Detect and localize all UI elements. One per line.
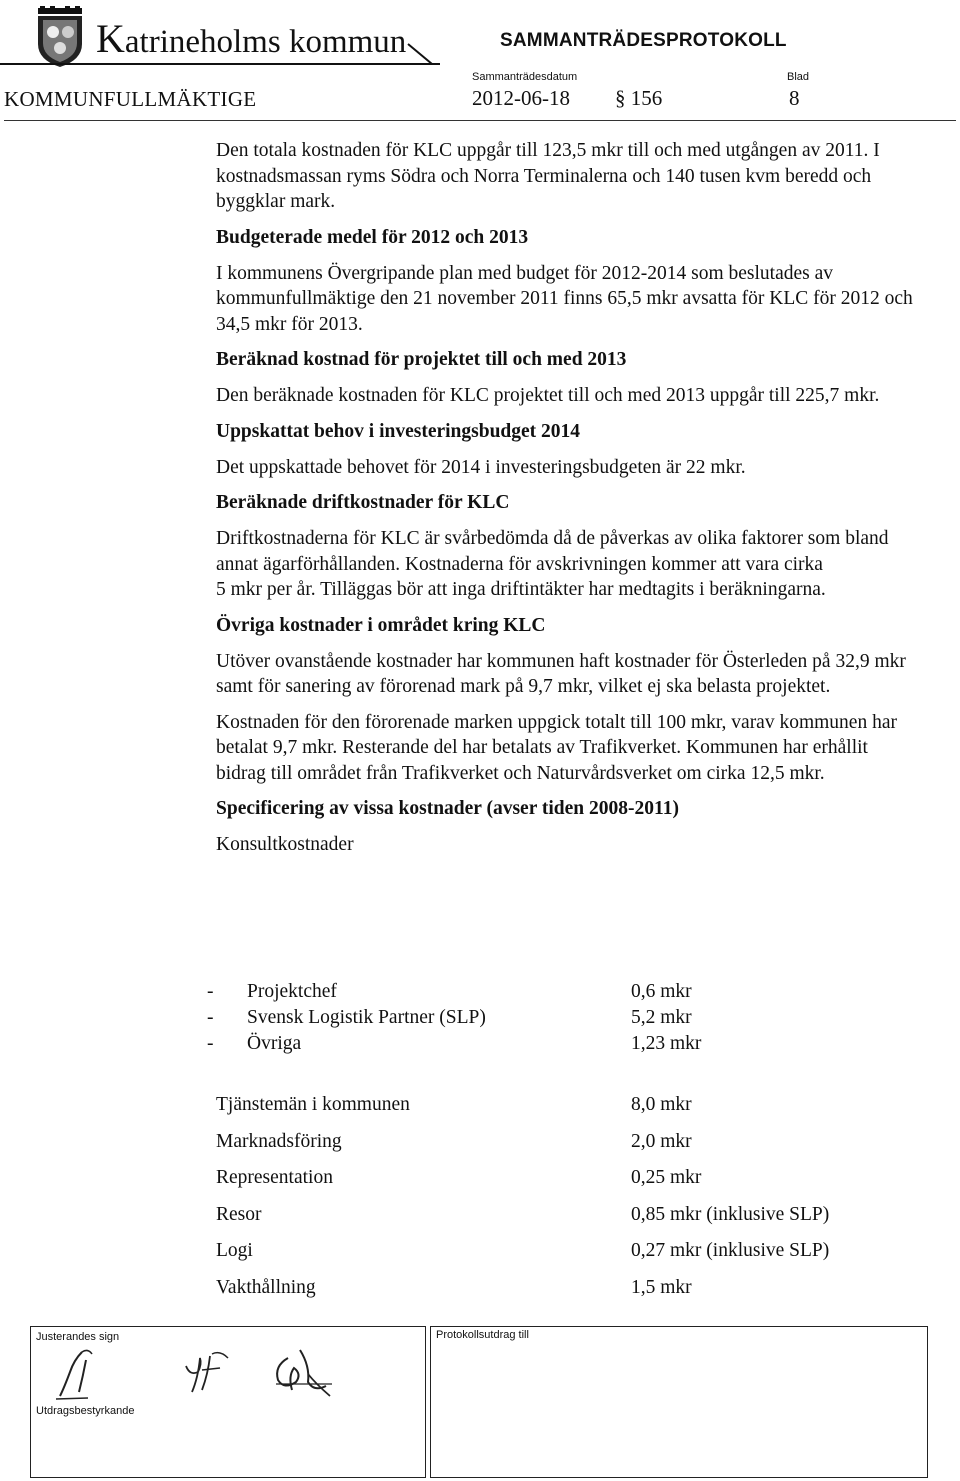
consultant-cost-list — [207, 979, 927, 1057]
cost-item-name: Marknadsföring — [216, 1130, 342, 1152]
sheet-number: 8 — [789, 86, 800, 110]
cost-item-name: Projektchef — [247, 981, 337, 1002]
list-item: - Övriga 1,23 mkr — [207, 1031, 927, 1057]
section-number: § 156 — [615, 86, 663, 110]
handwritten-signatures — [52, 1346, 382, 1404]
section-paragraph: Kostnaden för den förorenade marken uppgick totalt till 100 mkr, varav kommunen har betalat 9,7 mkr. Resterande del har betalats av Trafikverket. Kommunen har erhållit bidrag till området från Trafikverket och Naturvårdsverket om cirka 12,5 mkr. — [216, 711, 897, 784]
specification-heading: Specificering av vissa kostnader (avser tiden 2008-2011) — [216, 798, 679, 819]
cost-item-value: 1,5 mkr — [631, 1276, 692, 1298]
cost-item-value: 0,6 mkr — [631, 981, 692, 1002]
cost-item-name: Tjänstemän i kommunen — [216, 1094, 410, 1115]
signature-initials-2 — [186, 1353, 228, 1392]
cost-item-name: Logi — [216, 1240, 253, 1261]
header-slash-mark — [402, 40, 442, 66]
section-heading: Budgeterade medel för 2012 och 2013 — [216, 226, 529, 248]
list-item: - Svensk Logistik Partner (SLP) 5,2 mkr — [207, 1005, 927, 1031]
sheet-label: Blad — [787, 71, 810, 83]
cost-item-value: 5,2 mkr — [631, 1007, 692, 1028]
list-item — [216, 1197, 936, 1234]
meeting-date: 2012-06-18 — [472, 86, 570, 110]
utdragsbestyrkande-label: Utdragsbestyrkande — [36, 1405, 135, 1417]
section-heading: Uppskattat behov i investeringsbudget 2014 — [216, 420, 581, 442]
municipality-name: Katrineholms kommun — [96, 16, 407, 61]
consultant-costs-label: Konsultkostnader — [216, 834, 354, 855]
section-paragraph: Den beräknade kostnaden för KLC projektet till och med 2013 uppgår till 225,7 mkr. — [216, 385, 880, 406]
list-item — [216, 1087, 936, 1124]
section-heading: Beräknade driftkostnader för KLC — [216, 492, 510, 513]
section-heading: Övriga kostnader i området kring KLC — [216, 614, 546, 636]
cost-item-name: Vakthållning — [216, 1276, 316, 1298]
section-paragraph: Driftkostnaderna för KLC är svårbedömda då de påverkas av olika faktorer som bland annat ägarförhållanden. Kostnaderna för avskrivningen kommer att vara cirka — [216, 528, 889, 575]
municipality-crest-icon — [34, 6, 86, 68]
cost-item-value: 0,25 mkr — [631, 1167, 702, 1188]
other-cost-list — [216, 1087, 936, 1306]
signature-initials-1 — [56, 1350, 92, 1399]
justerandes-sign-label: Justerandes sign — [36, 1331, 120, 1343]
date-label: Sammanträdesdatum — [472, 71, 578, 83]
document-type: SAMMANTRÄDESPROTOKOLL — [500, 30, 787, 51]
document-body — [216, 138, 916, 858]
section-paragraph: Det uppskattade behovet för 2014 i investeringsbudgeten är 22 mkr. — [216, 456, 746, 478]
section-paragraph: Utöver ovanstående kostnader har kommunen haft kostnader för Österleden på 32,9 mkr samt för sanering av förorenad mark på 9,7 mkr, vilket ej ska belasta projektet. — [216, 650, 906, 697]
cost-item-value: 0,27 mkr (inklusive SLP) — [631, 1240, 830, 1261]
cost-item-value: 1,23 mkr — [631, 1033, 702, 1054]
cost-item-name: Resor — [216, 1203, 262, 1225]
protokollsutdrag-label: Protokollsutdrag till — [436, 1329, 529, 1341]
list-item — [216, 1233, 936, 1270]
section-paragraph: 5 mkr per år. Tilläggas bör att inga driftintäkter har medtagits i beräkningarna. — [216, 579, 826, 600]
cost-item-name: Övriga — [247, 1033, 302, 1054]
signature-initials-3 — [276, 1350, 332, 1396]
cost-item-value: 8,0 mkr — [631, 1094, 692, 1115]
cost-item-name: Svensk Logistik Partner (SLP) — [247, 1007, 486, 1028]
header-divider — [4, 120, 956, 121]
body-name: KOMMUNFULLMÄKTIGE — [4, 87, 257, 111]
cost-item-value: 0,85 mkr (inklusive SLP) — [631, 1203, 830, 1225]
section-paragraph: I kommunens Övergripande plan med budget för 2012-2014 som beslutades av kommunfullmäktige den 21 november 2011 finns 65,5 mkr avsatta för KLC för 2012 och 34,5 mkr för 2013. — [216, 262, 913, 335]
intro-paragraph: Den totala kostnaden för KLC uppgår till 123,5 mkr till och med utgången av 2011. I kostnadsmassan ryms Södra och Norra Terminalerna och 140 tusen kvm beredd och byggklar mark. — [216, 140, 880, 212]
distribution-box — [430, 1326, 928, 1478]
cost-item-value: 2,0 mkr — [631, 1130, 692, 1152]
list-item — [216, 1124, 936, 1161]
header-underline — [0, 63, 440, 65]
list-item — [216, 1160, 936, 1197]
section-heading: Beräknad kostnad för projektet till och med 2013 — [216, 349, 627, 370]
list-item — [216, 1270, 936, 1307]
cost-item-name: Representation — [216, 1167, 333, 1188]
list-item: - Projektchef 0,6 mkr — [207, 979, 927, 1005]
